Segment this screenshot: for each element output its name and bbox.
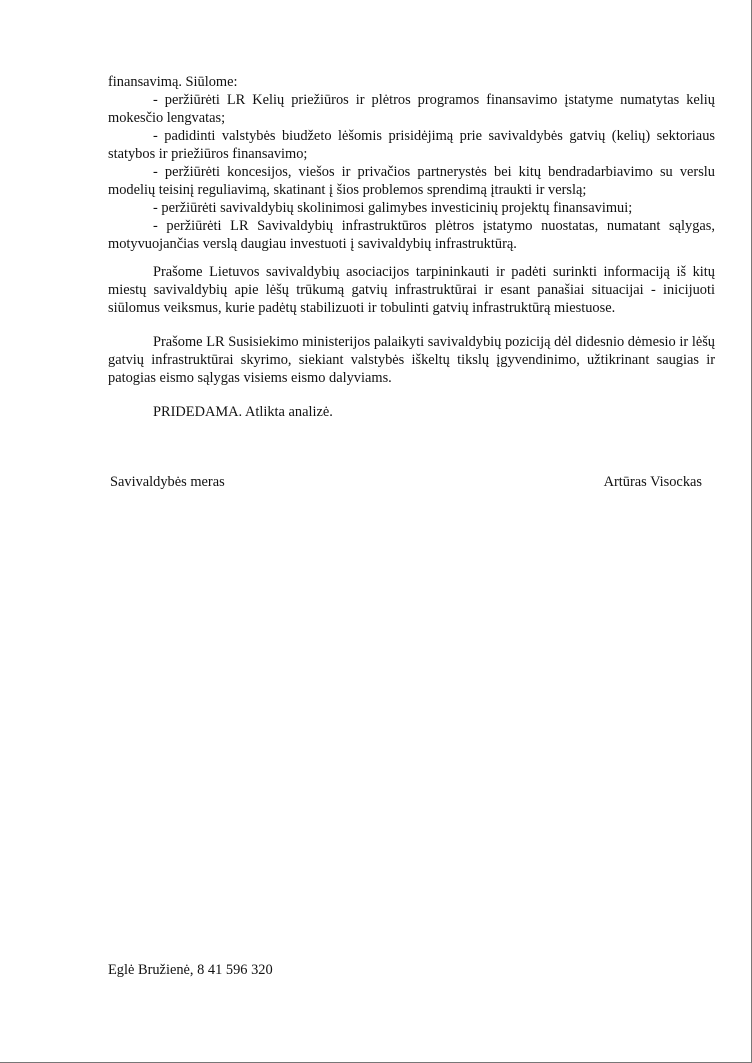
footer-contact: Eglė Bružienė, 8 41 596 320 — [108, 962, 273, 978]
intro-line: finansavimą. Siūlome: — [108, 74, 238, 90]
ministry-paragraph-block — [108, 333, 715, 387]
association-paragraph: Prašome Lietuvos savivaldybių asociacijos tarpininkauti ir padėti surinkti informaciją iš kitų miestų savivaldybių apie lėšų trūkumą gatvių infrastruktūrai ir esant panašiai situacijai - inicijuoti siūlomus veiksmus, kurie padėtų stabilizuoti ir tobulinti gatvių infrastruktūrą miestuose. — [108, 264, 715, 316]
proposals-section — [108, 73, 715, 253]
proposal-item: - peržiūrėti savivaldybių skolinimosi galimybes investicinių projektų finansavimui; — [153, 200, 633, 216]
attachment-note: PRIDEDAMA. Atlikta analizė. — [153, 404, 333, 420]
signature-name: Artūras Visockas — [603, 474, 702, 490]
association-paragraph-block — [108, 263, 715, 317]
proposal-item: - peržiūrėti LR Kelių priežiūros ir plėtros programos finansavimo įstatyme numatytas kelių mokesčio lengvatas; — [108, 92, 715, 126]
proposal-item: - peržiūrėti koncesijos, viešos ir privačios partnerystės bei kitų bendradarbiavimo su verslu modelių teisinį reguliavimą, skatinant į šios problemos sprendimą įtraukti ir verslą; — [108, 164, 715, 198]
proposal-item: - padidinti valstybės biudžeto lėšomis prisidėjimą prie savivaldybės gatvių (kelių) sektoriaus statybos ir priežiūros finansavimo; — [108, 128, 715, 162]
proposal-item: - peržiūrėti LR Savivaldybių infrastruktūros plėtros įstatymo nuostatas, numatant sąlygas, motyvuojančias verslą daugiau investuoti į savivaldybių infrastruktūrą. — [108, 218, 715, 252]
ministry-paragraph: Prašome LR Susisiekimo ministerijos palaikyti savivaldybių poziciją dėl didesnio dėmesio ir lėšų gatvių infrastruktūrai skyrimo, siekiant valstybės iškeltų tikslų įgyvendinimo, užtikrinant saugias ir patogias eismo sąlygas visiems eismo dalyviams. — [108, 334, 715, 386]
attachment-note-block — [108, 403, 715, 421]
signature-position: Savivaldybės meras — [110, 474, 225, 490]
